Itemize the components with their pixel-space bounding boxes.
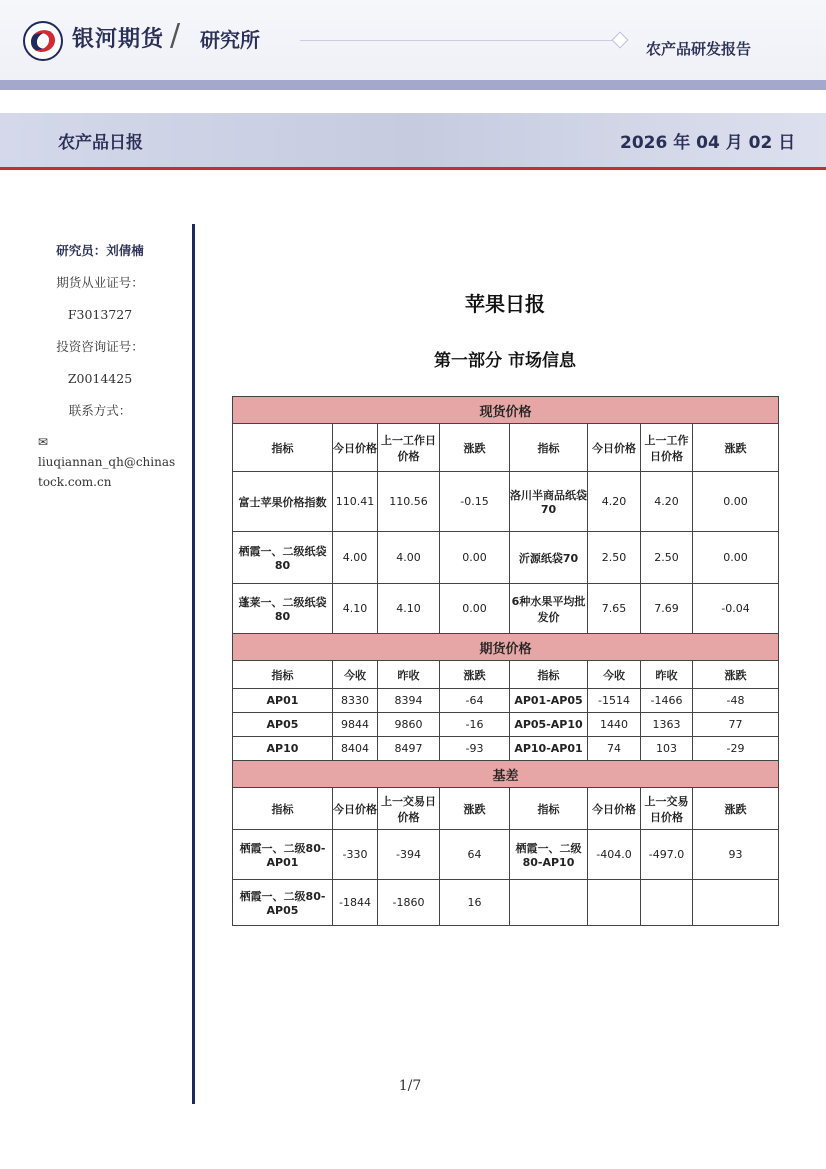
table-cell: 8497 (378, 737, 440, 761)
table-cell: 7.65 (588, 584, 641, 634)
table-cell: -48 (693, 689, 779, 713)
table-cell (641, 880, 693, 926)
section-label: 期货价格 (233, 634, 779, 661)
column-header: 涨跌 (693, 788, 779, 830)
column-header: 昨收 (641, 661, 693, 689)
table-row (233, 584, 779, 634)
table-cell: 4.10 (333, 584, 378, 634)
brand-name: 银河期货 (72, 27, 165, 52)
table-row (233, 830, 779, 880)
table-header-row (233, 424, 779, 472)
column-header: 涨跌 (440, 424, 510, 472)
table-cell: -0.15 (440, 472, 510, 532)
table-cell (510, 880, 588, 926)
table-cell: 0.00 (440, 532, 510, 584)
table-cell: -1860 (378, 880, 440, 926)
table-cell: -497.0 (641, 830, 693, 880)
license-number: F3013727 (67, 307, 133, 322)
column-header: 今日价格 (588, 424, 641, 472)
contact-email[interactable] (20, 432, 180, 492)
table-cell: 0.00 (693, 472, 779, 532)
column-header: 今日价格 (333, 788, 378, 830)
table-cell: -404.0 (588, 830, 641, 880)
table-row (233, 532, 779, 584)
table-cell: 16 (440, 880, 510, 926)
column-header: 涨跌 (693, 661, 779, 689)
table-cell: AP05 (233, 713, 333, 737)
table-cell: 110.56 (378, 472, 440, 532)
table-cell: -1844 (333, 880, 378, 926)
table-cell: 2.50 (641, 532, 693, 584)
table-cell: -0.04 (693, 584, 779, 634)
table-cell: AP10-AP01 (510, 737, 588, 761)
table-cell: -16 (440, 713, 510, 737)
column-header: 指标 (510, 661, 588, 689)
header-stripe (0, 80, 826, 90)
column-header: 上一交易日价格 (378, 788, 440, 830)
report-date: 2026 年 04 月 02 日 (620, 133, 796, 153)
spot-section-header (233, 397, 779, 424)
table-cell: 蓬莱一、二级纸袋 80 (233, 584, 333, 634)
table-row (233, 472, 779, 532)
table-cell: 4.10 (378, 584, 440, 634)
column-header: 涨跌 (440, 788, 510, 830)
table-cell: 1363 (641, 713, 693, 737)
table-row (233, 689, 779, 713)
table-cell: 4.20 (641, 472, 693, 532)
diamond-icon (612, 32, 629, 49)
table-cell: 洛川半商品纸袋70 (510, 472, 588, 532)
table-cell: 2.50 (588, 532, 641, 584)
table-cell: 93 (693, 830, 779, 880)
consult-label: 投资咨询证号： (56, 339, 144, 354)
consult-number: Z0014425 (67, 371, 133, 386)
email-line-2: tock.com.cn (38, 475, 112, 489)
table-cell: -29 (693, 737, 779, 761)
report-name: 农产品日报 (58, 133, 143, 153)
contact-label: 联系方式： (68, 403, 132, 418)
table-cell: 64 (440, 830, 510, 880)
table-cell: AP05-AP10 (510, 713, 588, 737)
table-cell: 栖霞一、二级80-AP01 (233, 830, 333, 880)
table-cell: 8394 (378, 689, 440, 713)
column-header: 今收 (588, 661, 641, 689)
table-cell: AP01-AP05 (510, 689, 588, 713)
column-header: 涨跌 (440, 661, 510, 689)
table-cell: 103 (641, 737, 693, 761)
basis-section-header (233, 761, 779, 788)
table-cell: 8330 (333, 689, 378, 713)
table-cell: 7.69 (641, 584, 693, 634)
column-header: 上一交易日价格 (641, 788, 693, 830)
table-cell: 9860 (378, 713, 440, 737)
column-header: 上一工作日价格 (378, 424, 440, 472)
column-header: 指标 (510, 788, 588, 830)
table-cell: -64 (440, 689, 510, 713)
section-label: 基差 (233, 761, 779, 788)
section-label: 现货价格 (233, 397, 779, 424)
table-row (233, 880, 779, 926)
table-cell: 110.41 (333, 472, 378, 532)
analyst-sidebar (20, 240, 180, 492)
table-cell: 栖霞一、二级80-AP05 (233, 880, 333, 926)
table-cell: 0.00 (440, 584, 510, 634)
envelope-icon: ✉ (38, 435, 49, 449)
column-header: 今收 (333, 661, 378, 689)
table-cell: -330 (333, 830, 378, 880)
column-header: 指标 (233, 661, 333, 689)
table-header-row (233, 661, 779, 689)
email-line-1: liuqiannan_qh@chinas (38, 455, 176, 469)
table-cell: 4.20 (588, 472, 641, 532)
table-cell: 富士苹果价格指数 (233, 472, 333, 532)
table-cell: AP01 (233, 689, 333, 713)
table-cell: 栖霞一、二级纸袋 80 (233, 532, 333, 584)
brand-slash: / (170, 18, 181, 53)
table-cell: 6种水果平均批发价 (510, 584, 588, 634)
column-header: 指标 (510, 424, 588, 472)
table-cell: 9844 (333, 713, 378, 737)
table-cell: 74 (588, 737, 641, 761)
table-cell: 8404 (333, 737, 378, 761)
table-cell (693, 880, 779, 926)
table-cell: -394 (378, 830, 440, 880)
sidebar-divider (192, 224, 195, 1104)
column-header: 今日价格 (588, 788, 641, 830)
report-header (0, 0, 826, 90)
column-header: 今日价格 (333, 424, 378, 472)
license-label: 期货从业证号： (56, 275, 144, 290)
column-header: 上一工作日价格 (641, 424, 693, 472)
table-row (233, 737, 779, 761)
red-divider (0, 167, 826, 170)
table-cell: -1514 (588, 689, 641, 713)
column-header: 涨跌 (693, 424, 779, 472)
decorative-line (300, 40, 618, 41)
galaxy-futures-logo-icon (22, 20, 64, 62)
futures-section-header (233, 634, 779, 661)
table-cell: 沂源纸袋70 (510, 532, 588, 584)
market-info-table (232, 396, 779, 926)
table-cell: -1466 (641, 689, 693, 713)
document-title: 苹果日报 (465, 292, 545, 316)
table-cell: -93 (440, 737, 510, 761)
column-header: 指标 (233, 424, 333, 472)
department-name: 研究所 (200, 28, 260, 52)
report-type: 农产品研发报告 (646, 40, 752, 58)
table-cell: 1440 (588, 713, 641, 737)
table-cell: 栖霞一、二级80-AP10 (510, 830, 588, 880)
section-title: 第一部分 市场信息 (434, 351, 576, 371)
table-cell: 0.00 (693, 532, 779, 584)
column-header: 昨收 (378, 661, 440, 689)
page-number: 1/7 (398, 1078, 422, 1094)
column-header: 指标 (233, 788, 333, 830)
table-cell: AP10 (233, 737, 333, 761)
researcher-name: 研究员：刘倩楠 (56, 243, 144, 258)
table-cell: 4.00 (333, 532, 378, 584)
table-header-row (233, 788, 779, 830)
table-row (233, 713, 779, 737)
table-cell: 4.00 (378, 532, 440, 584)
table-cell: 77 (693, 713, 779, 737)
table-cell (588, 880, 641, 926)
